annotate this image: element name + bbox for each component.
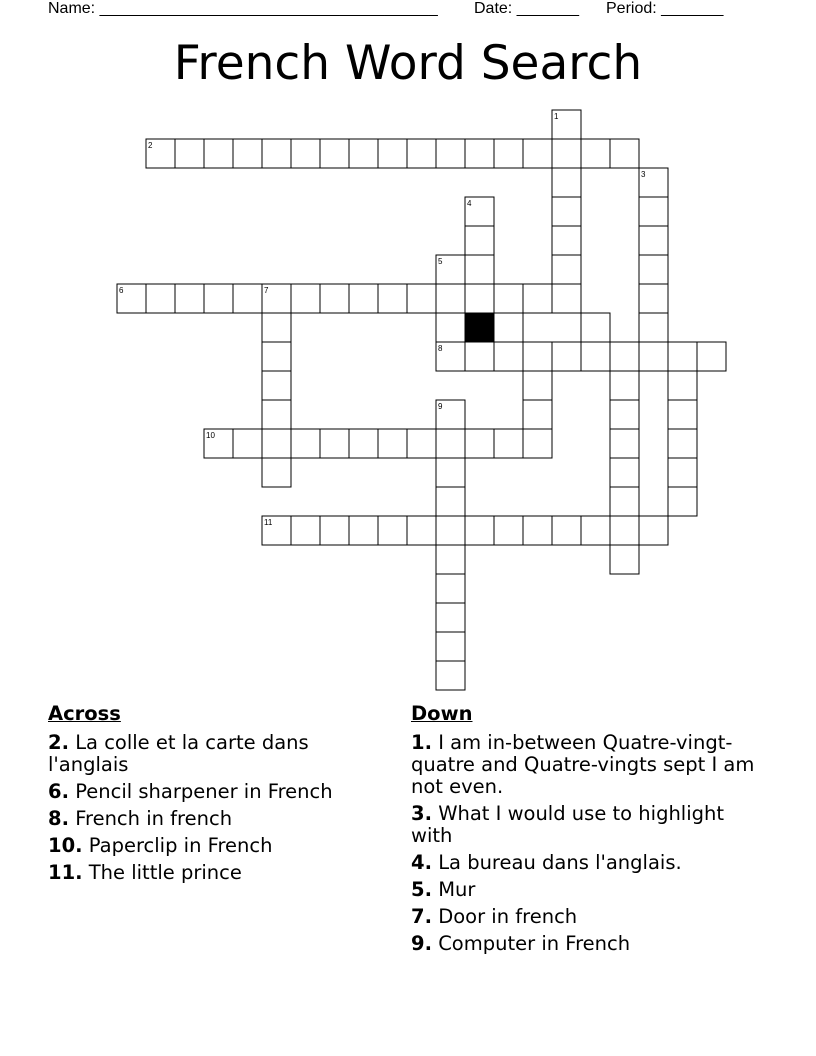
grid-cell[interactable] — [233, 429, 262, 458]
clue-number-label: 8 — [438, 344, 443, 353]
grid-cell[interactable] — [552, 516, 581, 545]
grid-cell[interactable] — [436, 603, 465, 632]
clue-number: 6. — [48, 780, 69, 803]
grid-cell[interactable] — [523, 139, 552, 168]
grid-cell[interactable] — [320, 429, 349, 458]
grid-cell[interactable] — [175, 284, 204, 313]
grid-cell[interactable] — [291, 516, 320, 545]
grid-cell[interactable] — [639, 255, 668, 284]
grid-cell[interactable] — [436, 545, 465, 574]
clue-number-label: 6 — [119, 286, 124, 295]
grid-cell[interactable] — [407, 429, 436, 458]
grid-cell[interactable] — [494, 139, 523, 168]
grid-cell[interactable] — [639, 284, 668, 313]
grid-cell[interactable] — [581, 139, 610, 168]
across-heading: Across — [48, 702, 121, 725]
grid-cell[interactable] — [494, 429, 523, 458]
across-clue — [48, 862, 368, 884]
down-clue — [411, 803, 771, 847]
clue-number-label: 2 — [148, 141, 153, 150]
grid-cell[interactable] — [552, 342, 581, 371]
clue-number: 3. — [411, 802, 432, 825]
grid-cell[interactable] — [320, 516, 349, 545]
grid-cell[interactable] — [436, 313, 465, 342]
grid-cell[interactable] — [465, 429, 494, 458]
clue-number-label: 5 — [438, 257, 443, 266]
grid-cell[interactable] — [494, 313, 523, 342]
grid-cell[interactable] — [523, 400, 552, 429]
grid-cell[interactable] — [552, 197, 581, 226]
clue-number-label: 7 — [264, 286, 269, 295]
grid-cell[interactable] — [465, 516, 494, 545]
grid-cell[interactable] — [349, 516, 378, 545]
grid-cell[interactable] — [581, 313, 610, 342]
grid-cell[interactable] — [668, 458, 697, 487]
grid-cell[interactable] — [668, 400, 697, 429]
grid-cell[interactable] — [552, 284, 581, 313]
grid-cell[interactable] — [465, 342, 494, 371]
grid-cell[interactable] — [175, 139, 204, 168]
clue-number: 11. — [48, 861, 83, 884]
grid-cell[interactable] — [581, 342, 610, 371]
date-field-label: Date: _______ — [474, 0, 579, 17]
grid-cell[interactable] — [407, 516, 436, 545]
grid-cell[interactable] — [523, 371, 552, 400]
clue-number-label: 11 — [264, 518, 273, 527]
grid-cell[interactable] — [668, 429, 697, 458]
across-clue — [48, 732, 368, 776]
grid-cell[interactable] — [262, 139, 291, 168]
grid-cell[interactable] — [494, 284, 523, 313]
grid-cell[interactable] — [349, 139, 378, 168]
clue-text: Door in french — [438, 905, 578, 928]
grid-cell[interactable] — [552, 168, 581, 197]
clue-number: 2. — [48, 731, 69, 754]
grid-cell[interactable] — [233, 284, 262, 313]
page-title: French Word Search — [173, 36, 643, 91]
down-clue-list — [411, 732, 771, 955]
across-clue — [48, 835, 368, 857]
down-clues — [411, 702, 771, 960]
grid-cell[interactable] — [436, 487, 465, 516]
grid-cell[interactable] — [610, 139, 639, 168]
grid-cell[interactable] — [262, 458, 291, 487]
clue-text: Mur — [438, 878, 476, 901]
grid-cell[interactable] — [262, 429, 291, 458]
clue-text: The little prince — [88, 861, 242, 884]
grid-cell[interactable] — [233, 139, 262, 168]
grid-cell[interactable] — [494, 342, 523, 371]
across-clue — [48, 781, 368, 803]
grid-cell[interactable] — [262, 313, 291, 342]
grid-cell[interactable] — [378, 429, 407, 458]
grid-cell[interactable] — [465, 139, 494, 168]
grid-cell[interactable] — [552, 255, 581, 284]
grid-cell[interactable] — [291, 429, 320, 458]
clue-number: 8. — [48, 807, 69, 830]
grid-cell[interactable] — [262, 371, 291, 400]
grid-cell[interactable] — [523, 284, 552, 313]
grid-cell[interactable] — [668, 371, 697, 400]
grid-cell[interactable] — [320, 139, 349, 168]
grid-cell[interactable] — [668, 342, 697, 371]
grid-cell[interactable] — [436, 284, 465, 313]
grid-cell[interactable] — [465, 284, 494, 313]
clue-number: 10. — [48, 834, 83, 857]
grid-cell[interactable] — [436, 516, 465, 545]
clue-text: Computer in French — [438, 932, 631, 955]
clue-number-label: 4 — [467, 199, 472, 208]
grid-cell[interactable] — [610, 516, 639, 545]
grid-cell[interactable] — [523, 516, 552, 545]
grid-cell[interactable] — [639, 197, 668, 226]
grid-cell[interactable] — [436, 661, 465, 690]
grid-cell[interactable] — [436, 429, 465, 458]
down-clue — [411, 852, 771, 874]
grid-cell[interactable] — [465, 226, 494, 255]
clue-number-label: 3 — [641, 170, 646, 179]
grid-cell[interactable] — [610, 371, 639, 400]
grid-cell[interactable] — [494, 516, 523, 545]
grid-cell[interactable] — [436, 139, 465, 168]
down-clue — [411, 879, 771, 901]
clue-text: La bureau dans l'anglais. — [438, 851, 682, 874]
grid-cell[interactable] — [349, 429, 378, 458]
across-clue — [48, 808, 368, 830]
clue-text: Pencil sharpener in French — [75, 780, 333, 803]
across-clues — [48, 702, 368, 889]
grid-cell[interactable] — [610, 458, 639, 487]
grid-cell[interactable] — [262, 342, 291, 371]
grid-cell[interactable] — [378, 284, 407, 313]
grid-cell[interactable] — [436, 632, 465, 661]
grid-cell[interactable] — [523, 429, 552, 458]
down-clue — [411, 933, 771, 955]
down-clue — [411, 732, 771, 798]
grid-cell[interactable] — [697, 342, 726, 371]
grid-cell[interactable] — [552, 139, 581, 168]
grid-cell-black — [465, 313, 494, 342]
across-clue-list — [48, 732, 368, 884]
grid-cell[interactable] — [291, 139, 320, 168]
period-field-label: Period: _______ — [606, 0, 724, 17]
clue-number: 9. — [411, 932, 432, 955]
grid-cell[interactable] — [639, 313, 668, 342]
grid-cell[interactable] — [146, 284, 175, 313]
grid-cell[interactable] — [610, 342, 639, 371]
grid-cell[interactable] — [291, 284, 320, 313]
grid-cell[interactable] — [639, 342, 668, 371]
clue-text: La colle et la carte dans l'anglais — [48, 731, 309, 776]
grid-cell[interactable] — [610, 487, 639, 516]
grid-cell[interactable] — [639, 516, 668, 545]
grid-cell[interactable] — [407, 284, 436, 313]
grid-cell[interactable] — [668, 487, 697, 516]
grid-cell[interactable] — [378, 139, 407, 168]
grid-cell[interactable] — [581, 516, 610, 545]
grid-cell[interactable] — [610, 429, 639, 458]
grid-cell[interactable] — [407, 139, 436, 168]
clue-number: 4. — [411, 851, 432, 874]
down-heading: Down — [411, 702, 473, 725]
clue-text: I am in-between Quatre-vingt-quatre and Quatre-vingts sept I am not even. — [411, 731, 755, 798]
clue-text: French in french — [75, 807, 233, 830]
clue-text: What I would use to highlight with — [411, 802, 725, 847]
grid-cell[interactable] — [378, 516, 407, 545]
clue-number: 7. — [411, 905, 432, 928]
grid-cell[interactable] — [610, 400, 639, 429]
grid-cell[interactable] — [639, 226, 668, 255]
grid-cell[interactable] — [349, 284, 378, 313]
grid-cell[interactable] — [610, 545, 639, 574]
grid-cell[interactable] — [436, 458, 465, 487]
clue-number: 5. — [411, 878, 432, 901]
grid-cell[interactable] — [523, 342, 552, 371]
clue-text: Paperclip in French — [88, 834, 273, 857]
grid-cell[interactable] — [204, 284, 233, 313]
clue-number-label: 9 — [438, 402, 443, 411]
clue-number-label: 1 — [554, 112, 559, 121]
grid-cell[interactable] — [320, 284, 349, 313]
grid-cell[interactable] — [262, 400, 291, 429]
down-clue — [411, 906, 771, 928]
name-field-label: Name: ______________________________________ — [48, 0, 438, 17]
grid-cell[interactable] — [552, 226, 581, 255]
clue-number-label: 10 — [206, 431, 215, 440]
grid-cell[interactable] — [465, 255, 494, 284]
clue-number: 1. — [411, 731, 432, 754]
grid-cell[interactable] — [436, 574, 465, 603]
grid-cell[interactable] — [204, 139, 233, 168]
